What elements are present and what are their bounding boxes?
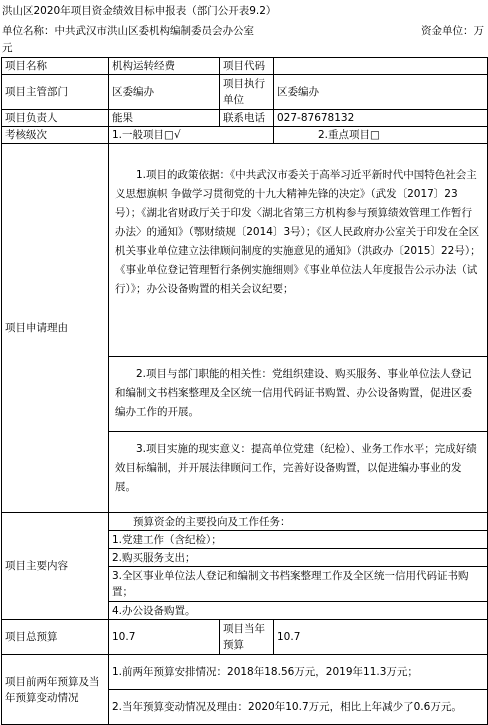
current-budget-label: 项目当年预算	[220, 620, 274, 655]
budget-history: 1.前两年预算安排情况：2018年18.56万元，2019年11.3万元；	[109, 655, 488, 690]
exec-unit-value: 区委编办	[274, 75, 488, 110]
performance-form-table	[1, 57, 488, 725]
unit-name-label: 单位名称：中共武汉市洪山区委机构编制委员会办公室	[2, 25, 254, 37]
total-budget-label: 项目总预算	[2, 620, 109, 655]
reason-label: 项目申请理由	[2, 144, 109, 513]
reason-significance: 3.项目实施的现实意义：提高单位党建（纪检）、业务工作水平；完成好绩效目标编制，并开展法律顾问工作，完善好设备购置，以促进编办事业的发展。	[109, 432, 488, 513]
level-option-key: 2.重点项目□	[274, 127, 488, 144]
budget-change-label: 项目前两年预算及当年预算变动情况	[2, 655, 109, 725]
leader-label: 项目负责人	[2, 110, 109, 127]
level-option-general: 1.一般项目□√	[109, 127, 274, 144]
content-item-3: 3.全区事业单位法人登记和编制文书档案整理工作及全区统一信用代码证书购置；	[109, 567, 488, 602]
dept-label: 项目主管部门	[2, 75, 109, 110]
money-unit-label: 资金单位：万	[421, 25, 484, 37]
project-code-label: 项目代码	[220, 58, 274, 75]
leader-value: 能果	[109, 110, 220, 127]
dept-value: 区委编办	[109, 75, 220, 110]
exec-unit-label: 项目执行单位	[220, 75, 274, 110]
phone-label: 联系电话	[220, 110, 274, 127]
project-code-value	[274, 58, 488, 75]
budget-change-reason: 2.当年预算变动情况及理由：2020年10.7万元，相比上年减少了0.6万元。	[109, 690, 488, 725]
level-label: 考核级次	[2, 127, 109, 144]
phone-value: 027-87678132	[274, 110, 488, 127]
reason-policy-basis: 1.项目的政策依据：《中共武汉市委关于高举习近平新时代中国特色社会主义思想旗帜 争做学习贯彻党的十九大精神先锋的决定》（武发〔2017〕23号）；《湖北省财政厅关于印发〈湖北省第三方机构参与预算绩效管理工作暂行办法〉的通知》（鄂财绩规〔2014〕3号）；《区人民政府办公室关于印发在全区机关事业单位建立法律顾问制度的实施意见的通知》（洪政办〔2015〕22号）；《事业单位登记管理暂行条例实施细则》《事业单位法人年度报告公示办法（试行）》；办公设备购置的相关会议纪要；	[109, 144, 488, 357]
current-budget-value: 10.7	[274, 620, 488, 655]
content-item-2: 2.购买服务支出；	[109, 549, 488, 567]
content-item-4: 4.办公设备购置。	[109, 602, 488, 620]
report-title: 洪山区2020年项目资金绩效目标申报表（部门公开表9.2）	[2, 5, 277, 17]
content-item-1: 1.党建工作（含纪检）；	[109, 531, 488, 549]
content-intro: 预算资金的主要投向及工作任务：	[109, 513, 488, 531]
project-name-value: 机构运转经费	[109, 58, 220, 75]
total-budget-value: 10.7	[109, 620, 220, 655]
reason-relevance: 2.项目与部门职能的相关性：党组织建设、购买服务、事业单位法人登记和编制文书档案整理及全区统一信用代码证书购置、办公设备购置，促进区委编办工作的开展。	[109, 357, 488, 432]
project-name-label: 项目名称	[2, 58, 109, 75]
content-label: 项目主要内容	[2, 513, 109, 620]
money-unit-continuation: 元	[2, 42, 13, 54]
